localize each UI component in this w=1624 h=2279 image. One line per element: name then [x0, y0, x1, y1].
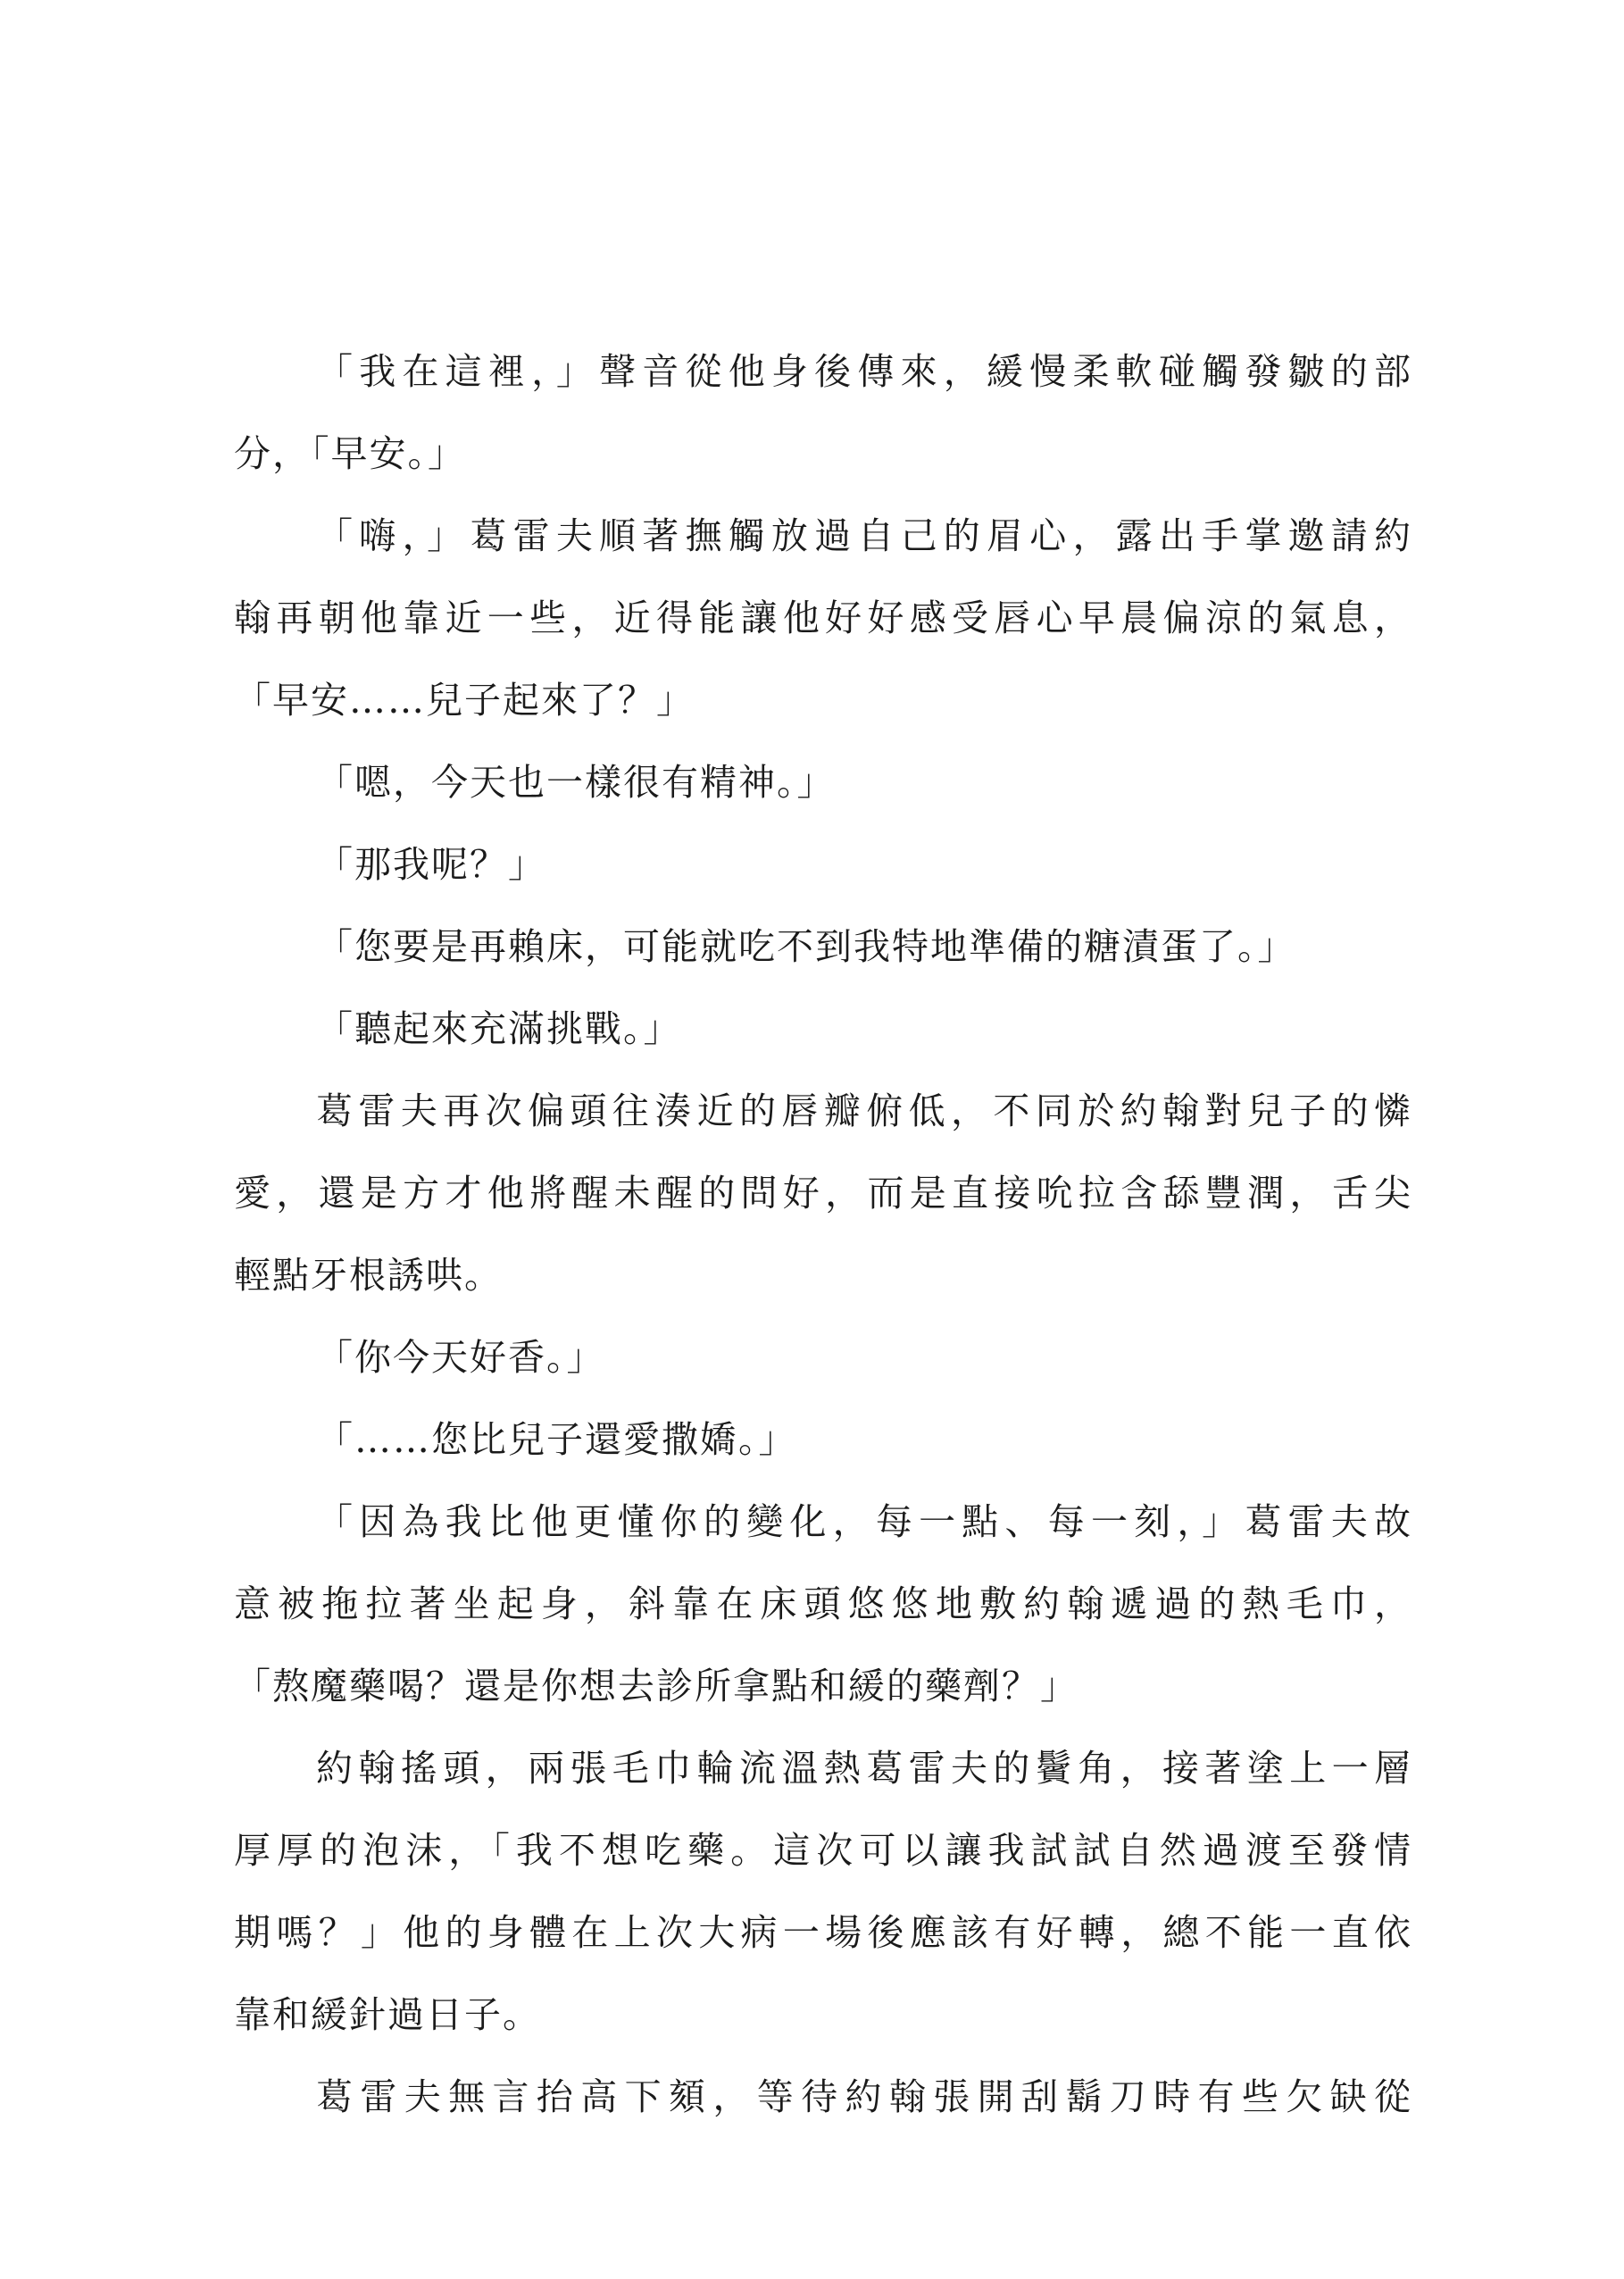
text-line: 「我在這裡，」聲音從他身後傳來，緩慢柔軟碰觸發皺的部: [316, 350, 1412, 393]
text-line: 愛，還是方才他將醒未醒的問好，而是直接吮拉含舔豐潤，舌尖: [234, 1172, 1412, 1215]
text-line: 期嗎？」他的身體在上次大病一場後應該有好轉，總不能一直依: [234, 1911, 1412, 1954]
text-line: 「早安……兒子起來了？」: [234, 679, 695, 722]
text-line: 分，「早安。」: [234, 432, 466, 475]
text-line: 「您要是再賴床，可能就吃不到我特地準備的糖漬蛋了。」: [316, 925, 1296, 968]
text-line: 約翰搖頭，兩張毛巾輪流溫熱葛雷夫的鬢角，接著塗上一層: [316, 1747, 1412, 1790]
text-line: 「你今天好香。」: [316, 1336, 605, 1379]
text-line: 「因為我比他更懂你的變化，每一點、每一刻，」葛雷夫故: [316, 1500, 1412, 1543]
text-line: 輕點牙根誘哄。: [234, 1254, 503, 1297]
text-line: 「……您比兒子還愛撒嬌。」: [316, 1418, 797, 1461]
text-line: 葛雷夫再次偏頭往湊近的唇瓣俯低，不同於約翰對兒子的憐: [316, 1089, 1412, 1132]
text-line: 厚厚的泡沫，「我不想吃藥。這次可以讓我試試自然過渡至發情: [234, 1829, 1412, 1872]
text-line: 葛雷夫無言抬高下頦，等待約翰張開刮鬍刀時有些欠缺從: [316, 2075, 1412, 2118]
text-line: 「熬魔藥喝？還是你想去診所拿點和緩的藥劑？」: [234, 1665, 1079, 1707]
text-line: 「那我呢？」: [316, 843, 546, 886]
text-line: 「聽起來充滿挑戰。」: [316, 1007, 682, 1050]
text-line: 「嗯，今天也一樣很有精神。」: [316, 761, 836, 804]
text-line: 翰再朝他靠近一些，近得能讓他好好感受唇心早晨偏涼的氣息，: [234, 597, 1412, 639]
text-line: 「嗨，」葛雷夫順著撫觸放過自己的眉心，露出手掌邀請約: [316, 514, 1412, 557]
text-line: 意被拖拉著坐起身，斜靠在床頭悠悠地敷約翰遞過的熱毛巾，: [234, 1582, 1412, 1625]
text-line: 靠和緩針過日子。: [234, 1993, 541, 2036]
body-text: [234, 330, 1412, 2138]
